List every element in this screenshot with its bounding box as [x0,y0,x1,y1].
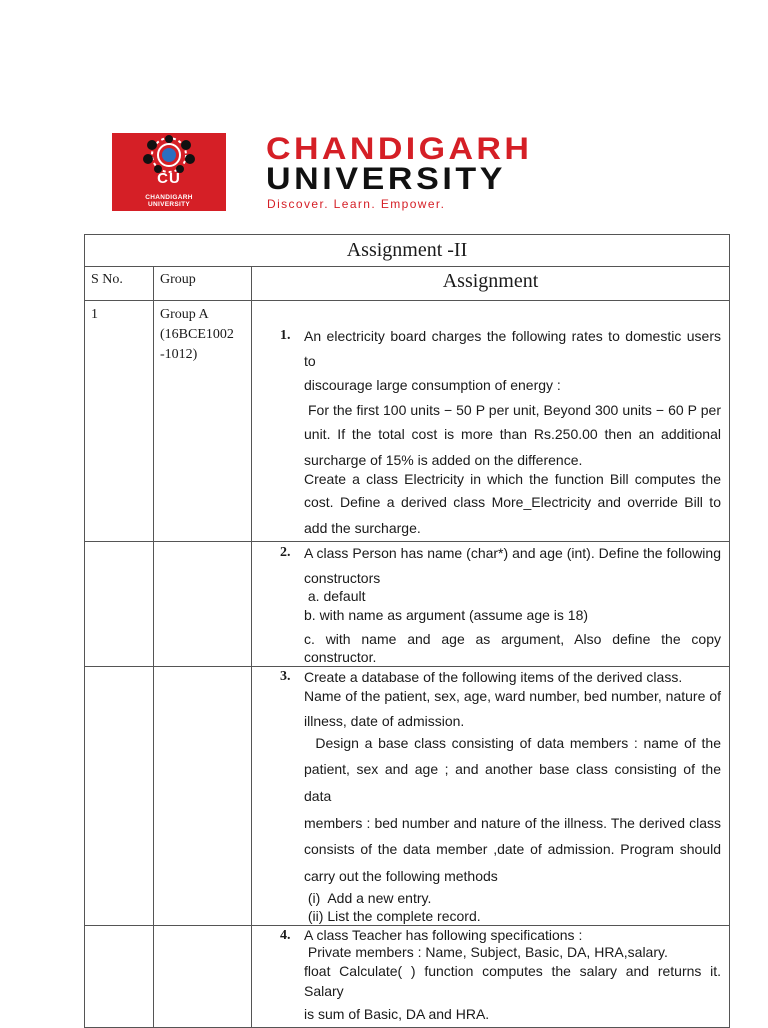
university-logo [112,133,226,211]
sno-cell [85,541,154,666]
question-line: surcharge of 15% is added on the difference. [304,451,583,468]
question-number: 1. [280,328,291,343]
table-row [85,301,730,542]
question-line: a. default [304,587,366,604]
question-number: 3. [280,668,291,684]
question-line: Private members : Name, Subject, Basic, DA, HRA,salary. [304,943,668,960]
question-line: consists of the data member ,date of admission. Program should [304,840,721,857]
brand-name-line2: UNIVERSITY [266,161,507,197]
table-row [85,666,730,925]
question-line: Create a class Electricity in which the function Bill computes the [304,470,721,487]
question-line: (i) Add a new entry. [304,889,432,906]
question-number: 4. [280,927,291,943]
question-cell [252,666,730,925]
table-row [85,925,730,1027]
question-line: illness, date of admission. [304,712,465,729]
question-line: For the first 100 units − 50 P per unit, Beyond 300 units − 60 P per [304,401,721,418]
question-line: cost. Define a derived class More_Electricity and override Bill to [304,493,721,510]
assignment-table [84,234,730,1028]
question-line: float Calculate( ) function computes the salary and returns it. Salary [304,962,721,999]
question-line: members : bed number and nature of the illness. The derived class [304,814,721,831]
group-range-line1: (16BCE1002 [160,327,234,342]
question-3 [252,667,729,925]
university-header [112,131,652,213]
group-cell [154,666,252,925]
assignment-header: Assignment [252,267,730,301]
question-4 [252,926,729,1027]
question-line: add the surcharge. [304,519,421,536]
question-line: Design a base class consisting of data members : name of the [304,734,721,751]
sno-cell [85,925,154,1027]
question-line: constructors [304,569,381,586]
question-line: Name of the patient, sex, age, ward number, bed number, nature of [304,687,721,704]
question-line: discourage large consumption of energy : [304,377,561,393]
question-cell [252,541,730,666]
header-row [85,267,730,301]
question-line: unit. If the total cost is more than Rs.250.00 then an additional [304,426,721,442]
question-line: is sum of Basic, DA and HRA. [304,1005,490,1022]
logo-initials: CU [157,170,181,187]
question-line: carry out the following methods [304,867,498,884]
brand-tagline: Discover. Learn. Empower. [267,197,446,211]
question-line: (ii) List the complete record. [304,907,481,924]
group-cell [154,925,252,1027]
sno-cell [85,301,154,542]
sno-header: S No. [85,267,154,301]
question-1 [252,301,729,541]
group-cell [154,301,252,542]
group-range-line2: -1012) [160,347,198,362]
group-cell [154,541,252,666]
assignment-title: Assignment -II [85,235,730,267]
question-line: b. with name as argument (assume age is 18) [304,606,589,623]
group-header: Group [154,267,252,301]
sno-cell [85,666,154,925]
question-cell [252,925,730,1027]
question-line: A class Teacher has following specifications : [304,926,583,943]
table-row [85,541,730,666]
brand-name-line1: CHANDIGARH [266,131,533,167]
question-number: 2. [280,544,291,560]
group-name: Group A [160,307,209,322]
question-line: An electricity board charges the following rates to domestic users to [304,328,721,369]
question-line: Create a database of the following items of the derived class. [304,668,683,685]
question-line: c. with name and age as argument, Also define the copy constructor. [304,630,721,665]
logo-small-text: CHANDIGARH UNIVERSITY [145,194,193,208]
sno-value: 1 [91,307,98,322]
question-cell [252,301,730,542]
question-line: A class Person has name (char*) and age (int). Define the following [304,544,721,561]
question-2 [252,542,729,666]
question-line: patient, sex and age ; and another base class consisting of the data [304,760,721,804]
title-row [85,235,730,267]
